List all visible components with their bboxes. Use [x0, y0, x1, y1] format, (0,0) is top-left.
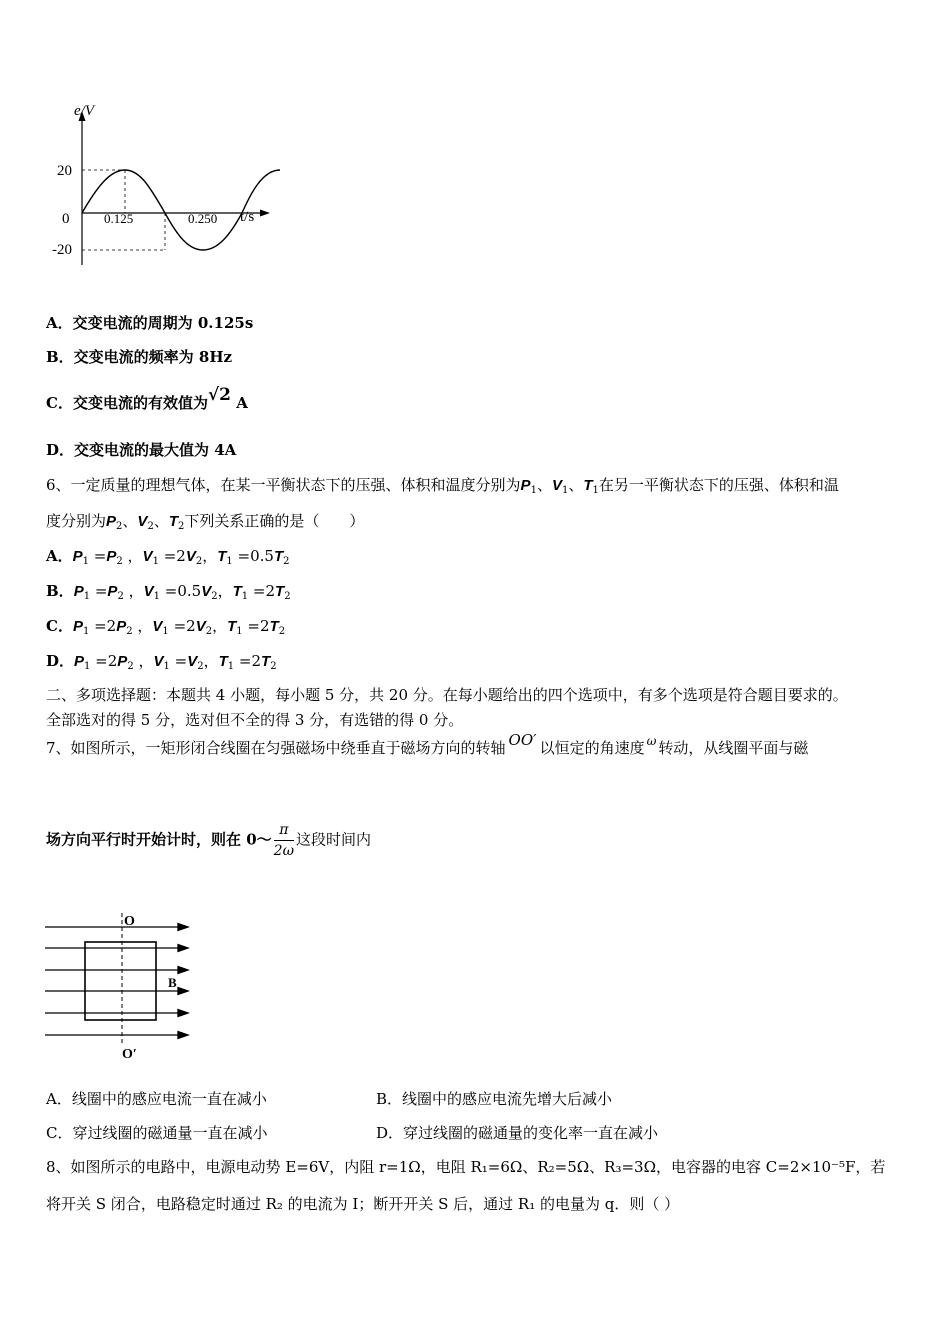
- q8-line2: 将开关 S 闭合，电路稳定时通过 R₂ 的电流为 I；断开开关 S 后，通过 R₁ 的电量为 q．则（ ）: [46, 1195, 680, 1213]
- q6-option-b: B．$P_1 =P_2$ ，$V_1 =0.5V_2$，$T_1 =2T_2$: [46, 582, 291, 602]
- pi-over-2omega: $\frac{\pi}{2\omega}$: [273, 822, 294, 859]
- section2-line2: 全部选对的得 5 分，选对但不全的得 3 分，有选错的得 0 分。: [46, 711, 464, 729]
- q5-option-c: [46, 385, 248, 413]
- omega-symbol: ω: [646, 734, 657, 748]
- q7-option-b: B．线圈中的感应电流先增大后减小: [376, 1090, 613, 1108]
- x-axis-arrow: [260, 210, 270, 217]
- q5-option-c-unit: A: [236, 394, 248, 412]
- section2-line1: 二、多项选择题：本题共 4 小题，每小题 5 分，共 20 分。在每小题给出的四个选项中，有多个选项是符合题目要求的。: [46, 686, 848, 704]
- y-label: e/V: [74, 103, 94, 119]
- x-label: t/s: [240, 209, 255, 225]
- sqrt-two: √2: [207, 385, 231, 405]
- y-tick-bottom: -20: [52, 242, 72, 258]
- x-tick-1: 0.125: [104, 211, 134, 226]
- q7-option-d: D．穿过线圈的磁通量的变化率一直在减小: [376, 1124, 659, 1142]
- axis-label: OO′: [508, 731, 537, 749]
- q5-option-d: D．交变电流的最大值为 4A: [46, 441, 237, 459]
- q6-option-d: D．$P_1 =2P_2$ ，$V_1 =V_2$，$T_1 =2T_2$: [46, 652, 277, 672]
- q7-option-a: A．线圈中的感应电流一直在减小: [46, 1090, 267, 1108]
- field-label: B: [168, 975, 177, 990]
- y-tick-zero: 0: [62, 211, 70, 227]
- axis-top-label: O: [124, 914, 135, 929]
- q5-option-b: B．交变电流的频率为 8Hz: [46, 348, 233, 366]
- q5-option-a: A．交变电流的周期为 0.125s: [46, 314, 254, 332]
- q7-stem-line2: 场方向平行时开始计时，则在 0～ $\frac{\pi}{2\omega}$ 这段时间内: [46, 822, 372, 859]
- coil-field-figure: [40, 905, 210, 1065]
- emf-time-graph: [40, 95, 280, 275]
- q8-line1: 8、如图所示的电路中，电源电动势 E=6V，内阻 r=1Ω，电阻 R₁=6Ω、R₂=5Ω、R₃=3Ω，电容器的电容 C=2×10⁻⁵F，若: [46, 1158, 886, 1176]
- q7-option-c: C．穿过线圈的磁通量一直在减小: [46, 1124, 268, 1142]
- q6-option-a: A．$P_1 =P_2$ ，$V_1 =2V_2$，$T_1 =0.5T_2$: [46, 547, 290, 567]
- q7-stem-line1: 7、如图所示，一矩形闭合线圈在匀强磁场中绕垂直于磁场方向的转轴 OO′ 以恒定的角速度 $^\omega$ 转动，从线圈平面与磁: [46, 731, 809, 757]
- axis-bottom-label: O′: [122, 1047, 137, 1062]
- coil-rectangle: [85, 942, 156, 1020]
- q5-option-c-text: C．交变电流的有效值为: [46, 394, 208, 412]
- x-tick-2: 0.250: [188, 211, 218, 226]
- q6-stem-line2: 度分别为$P_2$、$V_2$、$T_2$下列关系正确的是（ ）: [46, 512, 365, 532]
- y-tick-top: 20: [57, 163, 72, 179]
- q6-option-c: C．$P_1 =2P_2$ ，$V_1 =2V_2$，$T_1 =2T_2$: [46, 617, 286, 637]
- q6-stem-line1: 6、一定质量的理想气体，在某一平衡状态下的压强、体积和温度分别为$P_1$、$V_1$、$T_1$在另一平衡状态下的压强、体积和温: [46, 476, 839, 496]
